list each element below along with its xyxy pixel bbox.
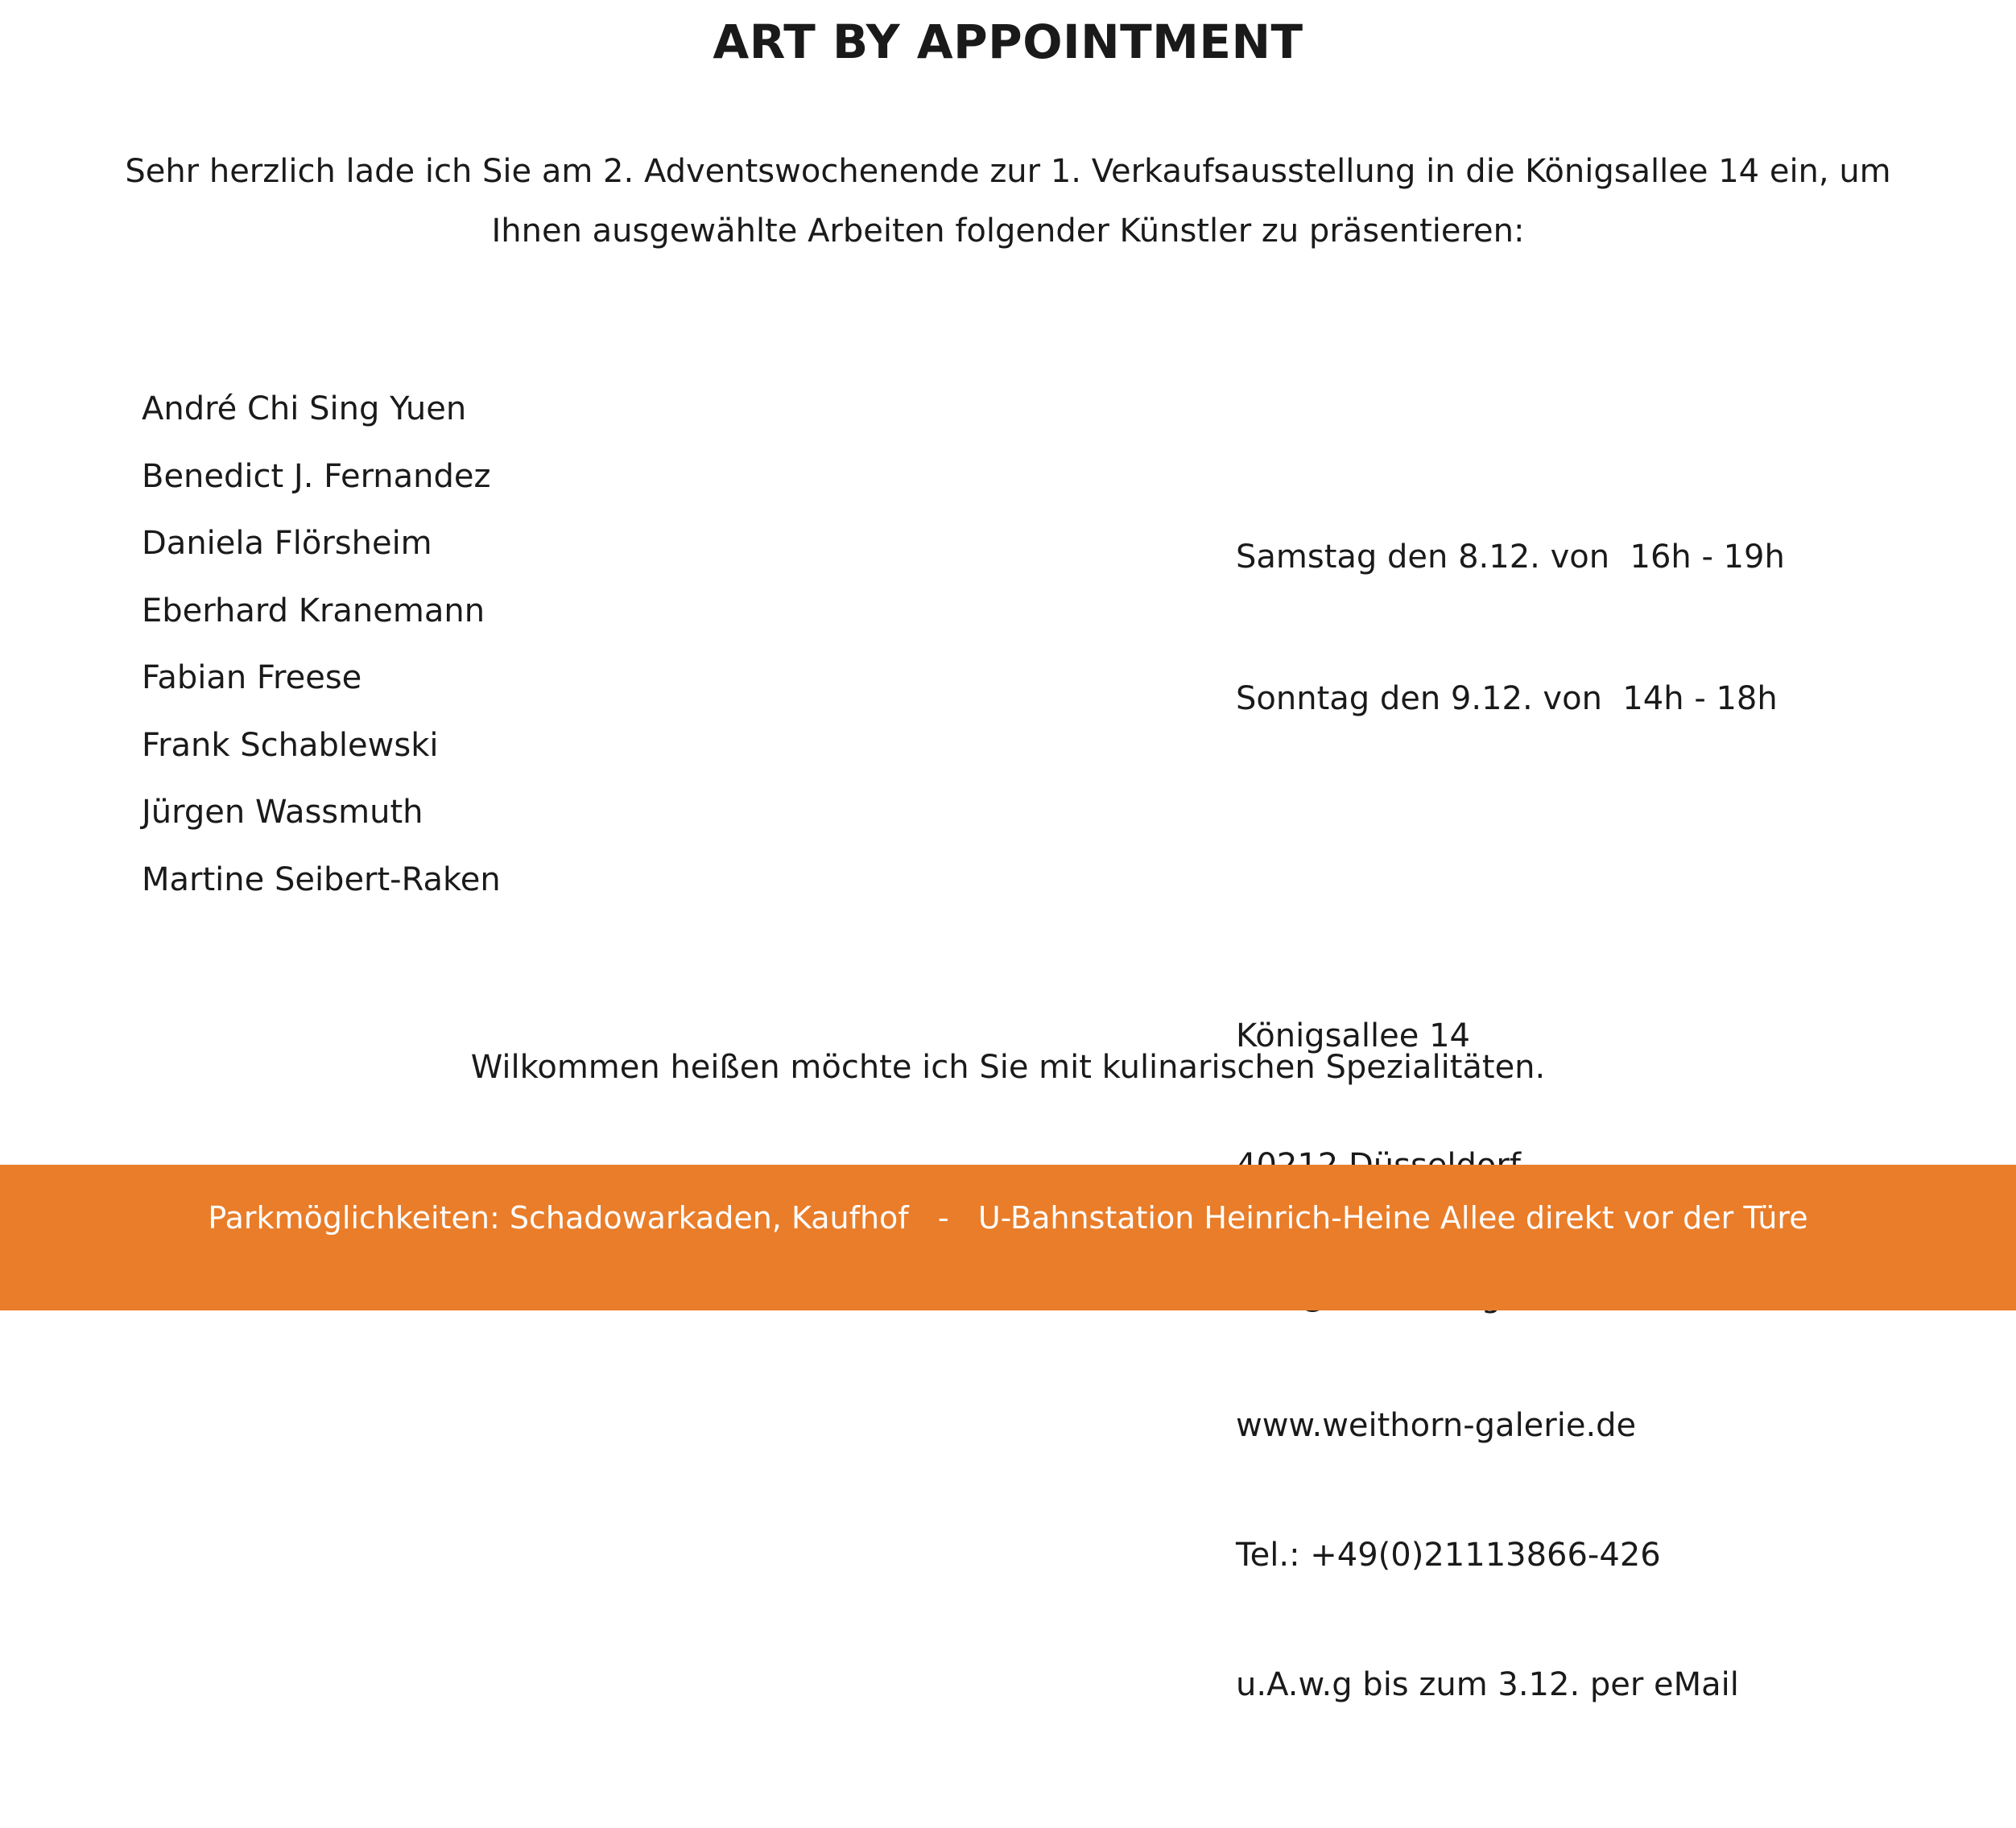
address-street: Königsallee 14 (1236, 1017, 1470, 1054)
artist-item: Fabian Freese (142, 659, 362, 696)
invitation-line-1: Sehr herzlich lade ich Sie am 2. Adventswochenende zur 1. Verkaufsausstellung in die Königsallee 14 ein, um (125, 153, 1891, 190)
event-info (1236, 385, 1785, 1828)
invitation-text (0, 142, 2016, 261)
contact-phone: Tel.: +49(0)21113866-426 (1236, 1537, 1661, 1574)
opening-hours-saturday: Samstag den 8.12. von 16h - 19h (1236, 538, 1785, 576)
opening-hours-sunday: Sonntag den 9.12. von 14h - 18h (1236, 679, 1778, 717)
artist-item: Benedict J. Fernandez (142, 457, 491, 495)
parking-info: Parkmöglichkeiten: Schadowarkaden, Kaufhof - U-Bahnstation Heinrich-Heine Allee direkt vor der Türe (208, 1200, 1808, 1236)
artist-list (142, 385, 501, 922)
artist-item: Martine Seibert-Raken (142, 860, 501, 898)
artist-item: Eberhard Kranemann (142, 592, 485, 629)
opening-hours (1236, 459, 1785, 815)
artist-item: André Chi Sing Yuen (142, 390, 467, 427)
artist-item: Jürgen Wassmuth (142, 794, 423, 831)
welcome-text: Wilkommen heißen möchte ich Sie mit kulinarischen Spezialitäten. (470, 1049, 1546, 1086)
artist-item: Frank Schablewski (142, 726, 439, 764)
footer-banner (0, 1165, 2016, 1310)
invitation-line-2: Ihnen ausgewählte Arbeiten folgender Künstler zu präsentieren: (491, 213, 1525, 250)
page-title: ART BY APPOINTMENT (713, 14, 1303, 69)
contact-website[interactable]: www.weithorn-galerie.de (1236, 1406, 1637, 1444)
rsvp-note: u.A.w.g bis zum 3.12. per eMail (1236, 1666, 1739, 1704)
artist-item: Daniela Flörsheim (142, 525, 432, 562)
